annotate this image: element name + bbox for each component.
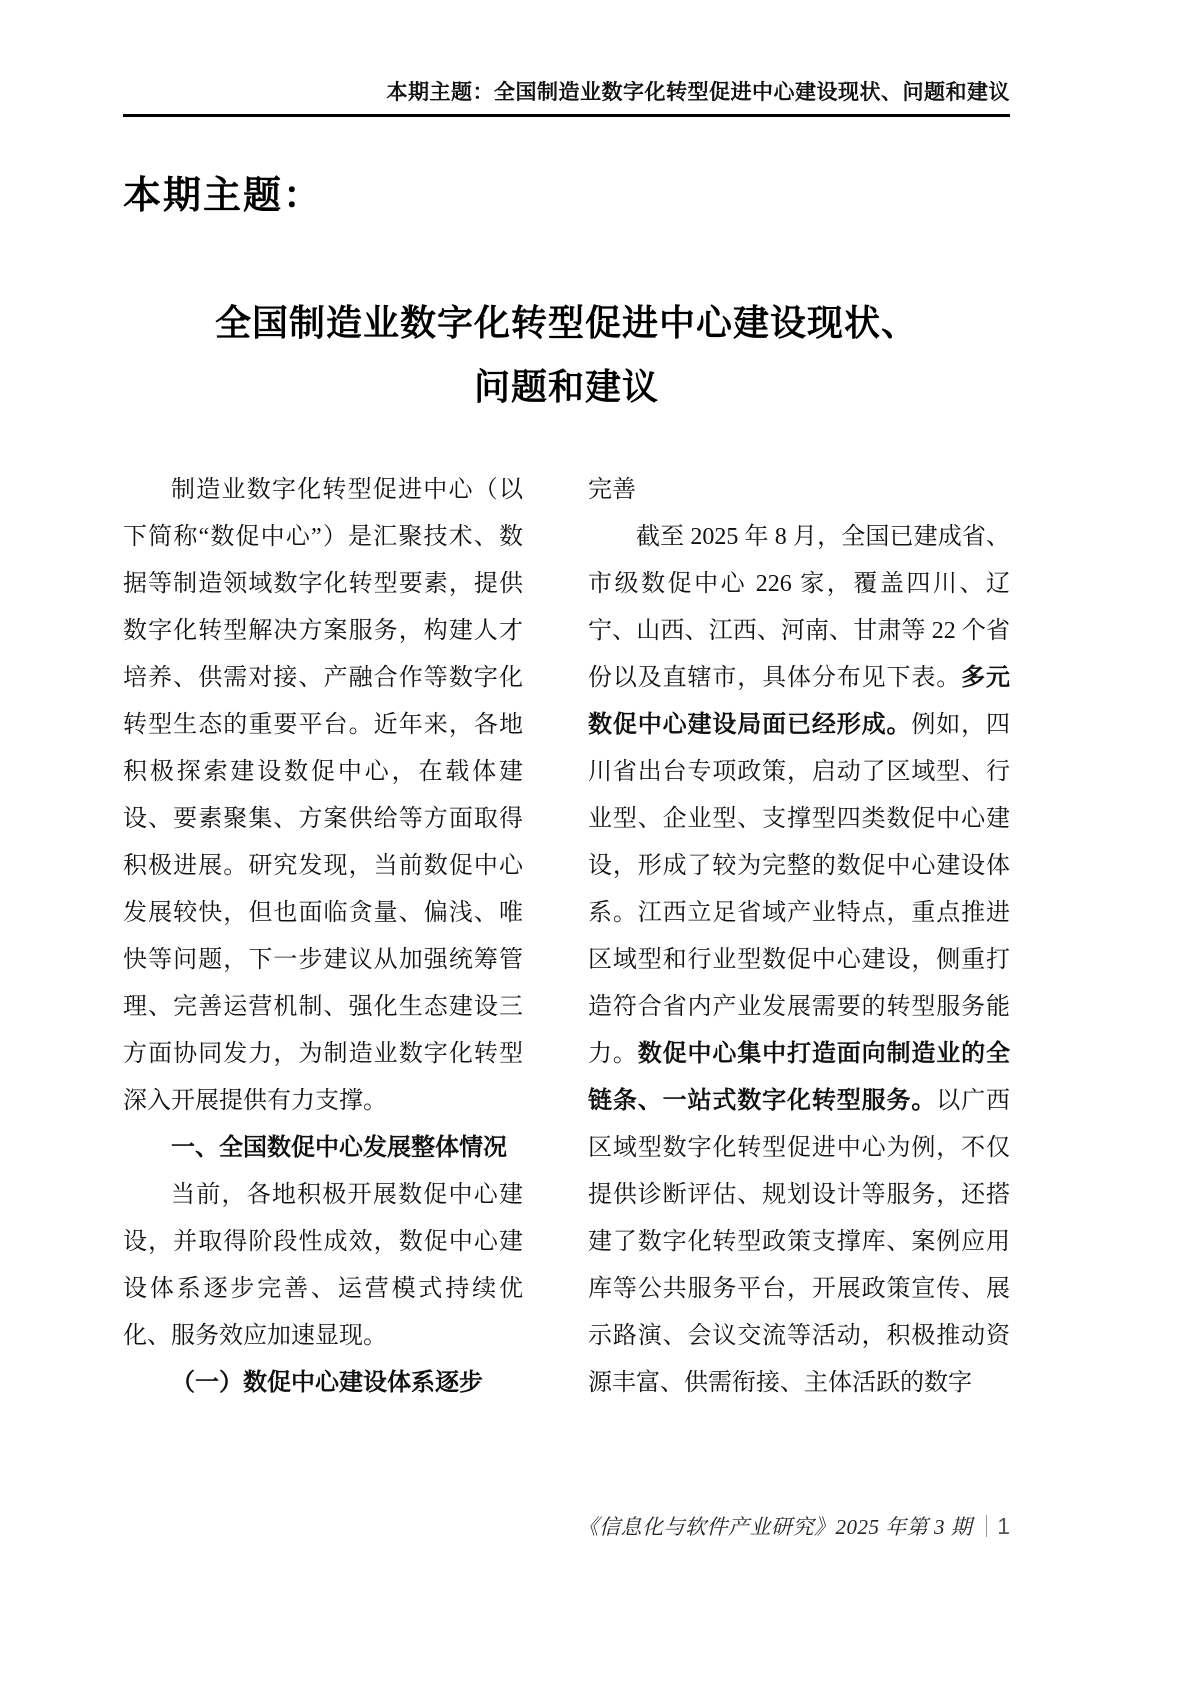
body-columns bbox=[123, 467, 1010, 1407]
header-rule bbox=[123, 114, 1010, 117]
footer-divider bbox=[986, 1515, 987, 1537]
text-run: 截至 2025 年 8 月，全国已建成省、市级数促中心 226 家，覆盖四川、辽宁、山西、江西、河南、甘肃等 22 个省份以及直辖市，具体分布见下表。 bbox=[588, 524, 1010, 691]
paragraph-overview: 当前，各地积极开展数促中心建设，并取得阶段性成效，数促中心建设体系逐步完善、运营模式持续优化、服务效应加速显现。 bbox=[123, 1182, 523, 1349]
right-column bbox=[588, 467, 1010, 1407]
page-footer bbox=[577, 1511, 1010, 1541]
document-title bbox=[123, 291, 1010, 419]
section-label: 本期主题： bbox=[123, 175, 324, 217]
text-run-bold: 数促中心集中打造面向制造业的全链条、一站式数字化转型服务。 bbox=[588, 1041, 1010, 1114]
journal-name: 《信息化与软件产业研究》2025 年第 3 期 bbox=[577, 1515, 973, 1539]
running-header bbox=[123, 0, 1010, 117]
text-run: 以广西区域型数字化转型促进中心为例，不仅提供诊断评估、规划设计等服务，还搭建了数字化转型政策支撑库、案例应用库等公共服务平台，开展政策宣传、展示路演、会议交流等活动，积极推动资源丰富、供需衔接、主体活跃的数字 bbox=[588, 1088, 1010, 1396]
subsection-heading-continuation: 完善 bbox=[588, 477, 636, 503]
document-title-line1: 全国制造业数字化转型促进中心建设现状、 bbox=[214, 303, 918, 343]
paragraph-detail bbox=[588, 514, 1010, 1407]
subsection-heading-system: （一）数促中心建设体系逐步 bbox=[171, 1370, 483, 1396]
running-header-text: 本期主题：全国制造业数字化转型促进中心建设现状、问题和建议 bbox=[386, 81, 1010, 104]
text-run: 例如，四川省出台专项政策，启动了区域型、行业型、企业型、支撑型四类数促中心建设，形成了较为完整的数促中心建设体系。江西立足省域产业特点，重点推进区域型和行业型数促中心建设，侧重打造符合省内产业发展需要的转型服务能力。 bbox=[588, 712, 1010, 1067]
text-run-bold: 多元数促中心建设局面已经形成。 bbox=[588, 665, 1010, 738]
left-column bbox=[123, 467, 523, 1407]
paragraph-intro: 制造业数字化转型促进中心（以下简称“数促中心”）是汇聚技术、数据等制造领域数字化转型要素，提供数字化转型解决方案服务，构建人才培养、供需对接、产融合作等数字化转型生态的重要平台。近年来，各地积极探索建设数促中心，在载体建设、要素聚集、方案供给等方面取得积极进展。研究发现，当前数促中心发展较快，但也面临贪量、偏浅、唯快等问题，下一步建议从加强统筹管理、完善运营机制、强化生态建设三方面协同发力，为制造业数字化转型深入开展提供有力支撑。 bbox=[123, 477, 523, 1114]
page-number: 1 bbox=[997, 1512, 1010, 1539]
section-heading-overall-development: 一、全国数促中心发展整体情况 bbox=[171, 1135, 507, 1161]
document-title-line2: 问题和建议 bbox=[473, 367, 659, 407]
